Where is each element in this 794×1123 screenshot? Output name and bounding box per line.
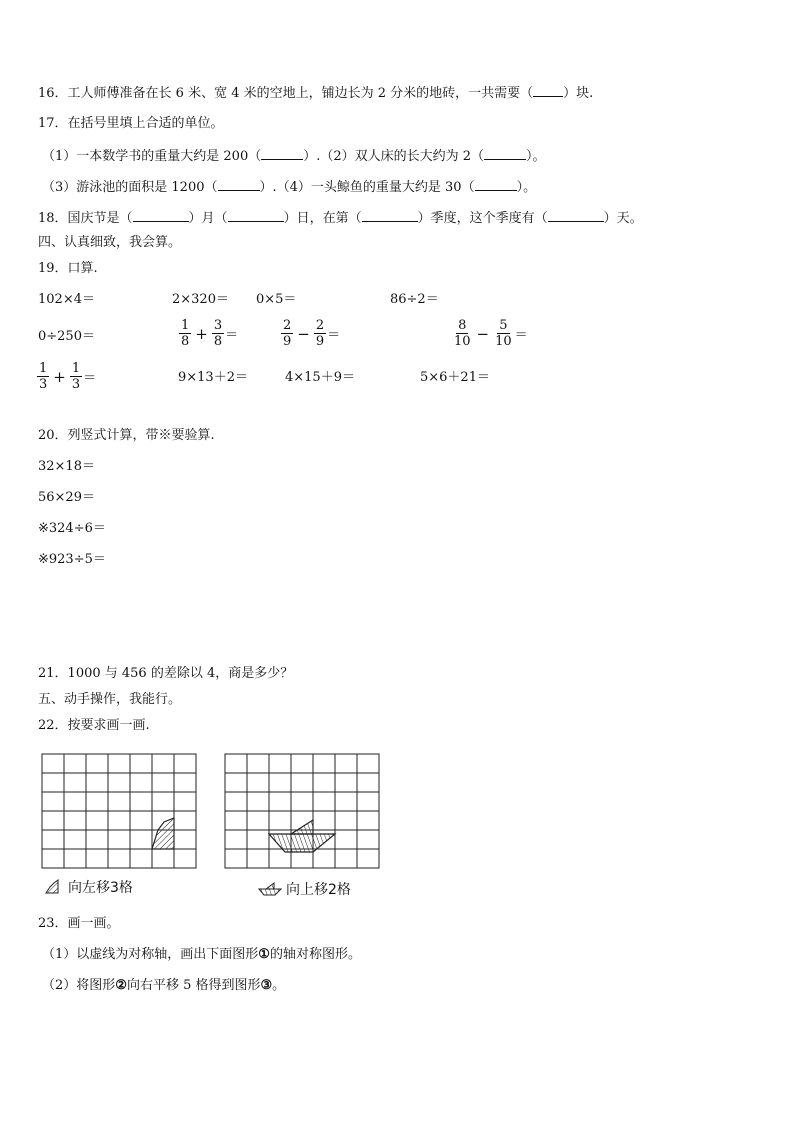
q19-expr-3: 0×5＝ (256, 292, 297, 307)
operator: + (53, 367, 66, 386)
question-17-line1 (42, 147, 546, 165)
fraction: $\frac{1}{3}$ (71, 361, 81, 392)
q20-item: ※324÷6＝ (38, 521, 106, 536)
q23-line1-a: （1）以虚线为对称轴，画出下面图形 (42, 947, 259, 962)
q19-fraction-expr-1 (178, 318, 238, 349)
q18-blank-quarter[interactable] (362, 209, 418, 222)
q20-item: 32×18＝ (38, 459, 95, 474)
q17-line2-b: ）.（4）一头鲸鱼的重量大约是 30（ (259, 180, 475, 195)
boat-sail-shape (291, 820, 313, 834)
fraction: $\frac{3}{8}$ (213, 318, 223, 349)
q17-blank-3[interactable] (218, 178, 260, 191)
q16-blank[interactable] (533, 84, 563, 97)
q19-expr-7: 4×15＋9＝ (285, 370, 355, 385)
q23-line2-b: 向右平移 5 格得到图形 (126, 978, 261, 993)
q19-fraction-expr-4 (36, 361, 96, 392)
q19-expr-2: 2×320＝ (172, 292, 229, 307)
equals: ＝ (225, 328, 239, 343)
q17-line1-b: ）.（2）双人床的长大约为 2（ (303, 149, 485, 164)
circled-number-2: ② (115, 978, 127, 993)
fraction: $\frac{1}{8}$ (181, 318, 190, 349)
question-21: 21．1000 与 456 的差除以 4，商是多少？ (38, 666, 294, 681)
q19-expr-1: 102×4＝ (38, 292, 95, 307)
operator: + (195, 324, 208, 343)
q17-line1-c: ）。 (526, 149, 546, 164)
section-4-heading: 四、认真细致，我会算。 (38, 235, 182, 250)
q18-b: ）月（ (188, 211, 228, 226)
caption-right-text: 向上移2格 (286, 882, 351, 898)
question-23-title: 23．画一画。 (38, 916, 120, 931)
trapezoid-icon (44, 879, 66, 895)
q16-text-b: ）块. (563, 86, 594, 101)
fraction: $\frac{5}{10}$ (495, 318, 512, 349)
grid-left (38, 750, 200, 874)
question-23-line1 (42, 947, 361, 963)
question-17-line2 (42, 178, 536, 196)
q23-line2-c: 。 (272, 978, 286, 993)
caption-left-text: 向左移3格 (68, 880, 133, 896)
q16-text-a: 16．工人师傅准备在长 6 米、宽 4 米的空地上，铺边长为 2 分米的地砖，一共需要（ (38, 86, 534, 101)
q20-item: 56×29＝ (38, 490, 95, 505)
q19-expr-8: 5×6＋21＝ (420, 370, 490, 385)
q18-e: ）天。 (603, 211, 643, 226)
equals: ＝ (327, 328, 341, 343)
q23-line1-b: 的轴对称图形。 (269, 947, 361, 962)
q18-blank-days[interactable] (548, 209, 604, 222)
equals: ＝ (514, 328, 528, 343)
question-18 (38, 209, 643, 227)
fraction: $\frac{2}{9}$ (315, 318, 325, 349)
q17-blank-4[interactable] (475, 178, 517, 191)
grid-right (221, 750, 383, 874)
q19-expr-5: 0÷250＝ (38, 329, 95, 344)
grid-left-caption (44, 877, 133, 897)
question-17-title: 17．在括号里填上合适的单位。 (38, 116, 224, 131)
operator: − (476, 324, 490, 343)
q17-line1-a: （1）一本数学书的重量大约是 200（ (42, 149, 262, 164)
fraction: $\frac{8}{10}$ (454, 318, 471, 349)
circled-number-3: ③ (260, 978, 273, 993)
question-19-title: 19．口算. (38, 261, 98, 276)
q23-line2-a: （2）将图形 (42, 978, 116, 993)
q17-blank-1[interactable] (261, 147, 303, 160)
q19-expr-6: 9×13＋2＝ (178, 370, 248, 385)
section-5-heading: 五、动手操作，我能行。 (38, 692, 182, 707)
q18-c: ）日，在第（ (283, 211, 362, 226)
q18-d: ）季度，这个季度有（ (417, 211, 548, 226)
q17-line2-c: ）。 (516, 180, 537, 195)
grid-right-caption (258, 879, 351, 899)
q18-a: 18．国庆节是（ (38, 211, 133, 226)
question-22-title: 22．按要求画一画. (38, 718, 150, 733)
fraction: $\frac{1}{3}$ (39, 361, 48, 392)
q19-expr-4: 86÷2＝ (390, 292, 439, 307)
question-20-title: 20．列竖式计算，带※要验算. (38, 428, 215, 443)
q17-line2-a: （3）游泳池的面积是 1200（ (42, 180, 218, 195)
circled-number-1: ① (258, 947, 270, 962)
boat-icon (258, 882, 282, 896)
question-16 (38, 84, 593, 102)
q17-blank-2[interactable] (484, 147, 526, 160)
question-23-line2 (42, 978, 285, 994)
equals: ＝ (83, 371, 97, 386)
q20-item: ※923÷5＝ (38, 552, 106, 567)
q19-fraction-expr-2 (280, 318, 340, 349)
q19-fraction-expr-3 (451, 318, 528, 349)
operator: − (297, 324, 310, 343)
trapezoid-shape (152, 818, 174, 849)
q18-blank-month[interactable] (133, 209, 189, 222)
q18-blank-day[interactable] (228, 209, 284, 222)
fraction: $\frac{2}{9}$ (283, 318, 292, 349)
